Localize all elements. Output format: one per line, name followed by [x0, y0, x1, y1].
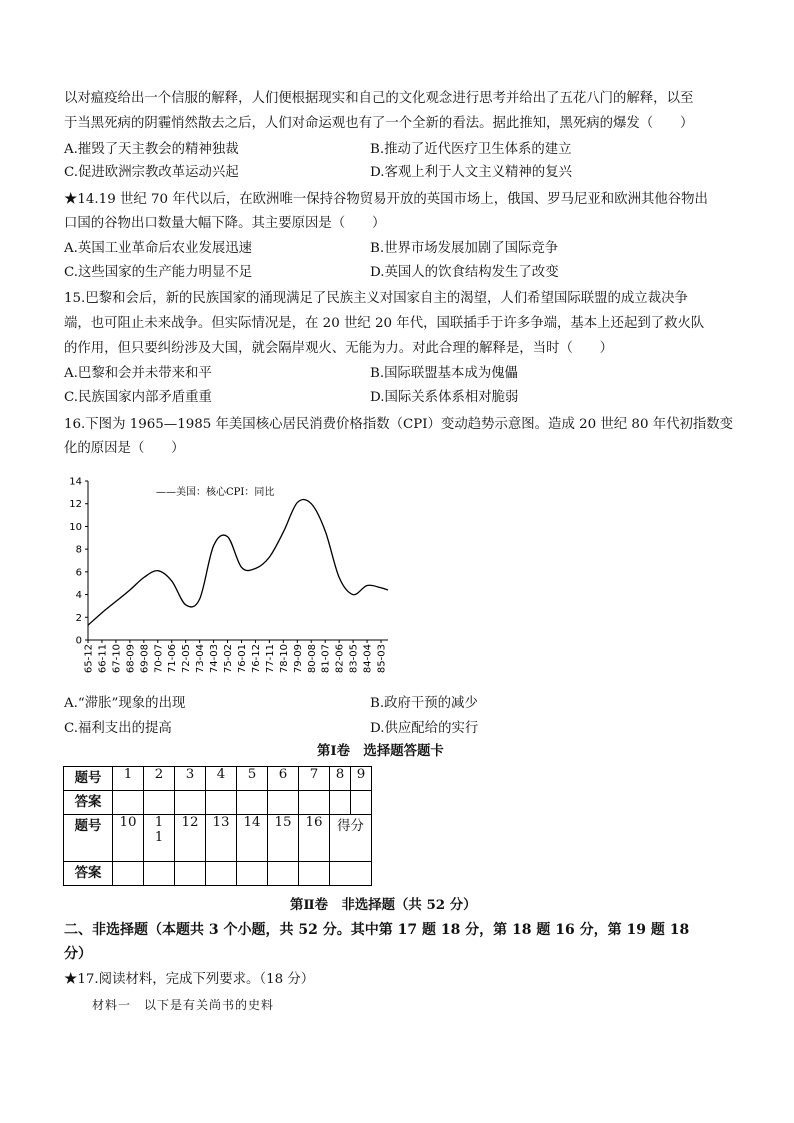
y-tick-label: 10: [69, 521, 82, 533]
answer-cell[interactable]: [268, 862, 299, 886]
x-tick-label: 83-05: [348, 644, 360, 674]
x-tick-label: 84-04: [362, 644, 374, 674]
part2-title: 第Ⅱ卷 非选择题（共 52 分）: [290, 897, 477, 913]
answer-cell[interactable]: [144, 862, 175, 886]
y-tick-label: 2: [75, 612, 82, 624]
x-tick-label: 71-06: [167, 644, 179, 674]
q16-line-1: 16.下图为 1965—1985 年美国核心居民消费价格指数（CPI）变动趋势示意图。造成 20 世纪 80 年代初指数变: [64, 417, 734, 432]
q14-option-b: B.世界市场发展加剧了国际竞争: [370, 241, 559, 256]
x-tick-label: 69-08: [139, 644, 151, 674]
x-tick-label: 74-03: [209, 644, 221, 674]
question-number: 14: [237, 815, 268, 862]
series-line-core-cpi: [88, 500, 388, 626]
y-tick-label: 4: [75, 590, 82, 602]
answer-cell[interactable]: [299, 791, 330, 815]
q13-option-d: D.客观上利于人文主义精神的复兴: [370, 165, 572, 180]
chart-legend: ——美国：核心CPI：同比: [156, 487, 275, 498]
question-number: 10: [113, 815, 144, 862]
question-number: 16: [299, 815, 330, 862]
q15-line-3: 的作用，但只要纠纷涉及大国，就会隔岸观火、无能为力。对此合理的解释是，当时（ ）: [64, 341, 614, 356]
q15-option-b: B.国际联盟基本成为傀儡: [370, 366, 519, 381]
x-tick-label: 72-05: [181, 644, 193, 674]
question-number: 6: [268, 767, 299, 791]
answer-cell[interactable]: [113, 791, 144, 815]
row-head: 答案: [64, 791, 113, 815]
x-tick-label: 78-10: [278, 644, 290, 674]
q15-option-a: A.巴黎和会并未带来和平: [64, 366, 212, 381]
x-tick-label: 81-07: [320, 644, 332, 674]
q13-option-a: A.摧毁了天主教会的精神独裁: [64, 142, 239, 157]
q14-option-d: D.英国人的饮食结构发生了改变: [370, 265, 559, 280]
x-tick-label: 79-09: [292, 644, 304, 674]
question-number: 8: [330, 767, 351, 791]
answer-cell[interactable]: [299, 862, 330, 886]
y-tick-label: 0: [75, 635, 82, 647]
y-tick-label: 14: [69, 476, 82, 488]
x-tick-label: 70-07: [153, 644, 165, 674]
question-number: 4: [206, 767, 237, 791]
x-tick-label: 65-12: [83, 644, 95, 674]
q15-option-c: C.民族国家内部矛盾重重: [64, 390, 212, 405]
answer-cell[interactable]: [237, 862, 268, 886]
q13-option-b: B.推动了近代医疗卫生体系的建立: [370, 142, 572, 157]
answer-card-table: [63, 766, 372, 886]
q14-option-a: A.英国工业革命后农业发展迅速: [64, 241, 253, 256]
q13-line-2: 于当黑死病的阴霾悄然散去之后，人们对命运观也有了一个全新的看法。据此推知，黑死病的爆发（ ）: [64, 116, 694, 131]
question-number: 1: [113, 767, 144, 791]
answer-cell[interactable]: [113, 862, 144, 886]
y-tick-label: 8: [75, 544, 82, 556]
q16-line-2: 化的原因是（ ）: [64, 441, 185, 456]
q15-option-d: D.国际关系体系相对脆弱: [370, 390, 519, 405]
q16-option-c: C.福利支出的提高: [64, 721, 172, 736]
y-tick-label: 12: [69, 499, 82, 511]
question-number: 13: [206, 815, 237, 862]
q13-option-c: C.促进欧洲宗教改革运动兴起: [64, 165, 239, 180]
q13-line-1: 以对瘟疫给出一个信服的解释，人们便根据现实和自己的文化观念进行思考并给出了五花八门的解释，以至: [64, 91, 694, 106]
score-cell[interactable]: [330, 862, 372, 886]
cpi-line-chart: [60, 470, 400, 692]
question-number: 9: [351, 767, 372, 791]
x-tick-label: 76-12: [250, 644, 262, 674]
question-number: 1 1: [144, 815, 175, 862]
answer-cell[interactable]: [237, 791, 268, 815]
question-number: 15: [268, 815, 299, 862]
answer-cell[interactable]: [175, 862, 206, 886]
x-tick-label: 67-10: [111, 644, 123, 674]
question-number: 5: [237, 767, 268, 791]
material-one-label: 材料一 以下是有关尚书的史料: [92, 998, 275, 1012]
answer-cell[interactable]: [351, 791, 372, 815]
q16-option-b: B.政府干预的减少: [370, 696, 478, 711]
x-tick-label: 80-08: [306, 644, 318, 674]
answer-cell[interactable]: [206, 862, 237, 886]
x-tick-label: 76-01: [236, 644, 248, 674]
score-label: 得分: [330, 815, 372, 862]
question-number: 3: [175, 767, 206, 791]
q14-line-2: 口国的谷物出口数量大幅下降。其主要原因是（ ）: [64, 216, 386, 231]
part2-heading-line1: 二、非选择题（本题共 3 个小题，共 52 分。其中第 17 题 18 分，第 18 题 16 分，第 19 题 18: [64, 922, 690, 938]
x-tick-label: 66-11: [97, 644, 109, 674]
q16-option-d: D.供应配给的实行: [370, 721, 479, 736]
x-tick-label: 77-11: [264, 644, 276, 674]
answer-cell[interactable]: [175, 791, 206, 815]
q15-line-2: 端，也可阻止未来战争。但实际情况是，在 20 世纪 20 年代，国联插手于许多争端，基本上还起到了救火队: [64, 316, 705, 331]
answer-card-title: 第Ⅰ卷 选择题答题卡: [317, 743, 444, 759]
part2-heading-line2: 分）: [64, 946, 92, 962]
q14-line-1: ★14.19 世纪 70 年代以后，在欧洲唯一保持谷物贸易开放的英国市场上，俄国、罗马尼亚和欧洲其他谷物出: [64, 192, 708, 207]
row-head: 答案: [64, 862, 113, 886]
q14-option-c: C.这些国家的生产能力明显不足: [64, 265, 253, 280]
question-number: 7: [299, 767, 330, 791]
question-number: 2: [144, 767, 175, 791]
answer-cell[interactable]: [206, 791, 237, 815]
x-tick-label: 82-06: [334, 644, 346, 674]
q16-option-a: A.“滞胀”现象的出现: [64, 696, 186, 711]
q15-line-1: 15.巴黎和会后，新的民族国家的涌现满足了民族主义对国家自主的渴望，人们希望国际联盟的成立裁决争: [64, 291, 688, 306]
x-tick-label: 73-04: [195, 644, 207, 674]
row-head: 题号: [64, 815, 113, 862]
question-number: 12: [175, 815, 206, 862]
answer-cell[interactable]: [268, 791, 299, 815]
x-tick-label: 68-09: [125, 644, 137, 674]
row-head: 题号: [64, 767, 113, 791]
q17-prompt: ★17.阅读材料，完成下列要求。（18 分）: [64, 972, 315, 987]
answer-cell[interactable]: [144, 791, 175, 815]
x-tick-label: 85-03: [376, 644, 388, 674]
y-tick-label: 6: [75, 567, 82, 579]
x-tick-label: 75-02: [223, 644, 235, 674]
answer-cell[interactable]: [330, 791, 351, 815]
